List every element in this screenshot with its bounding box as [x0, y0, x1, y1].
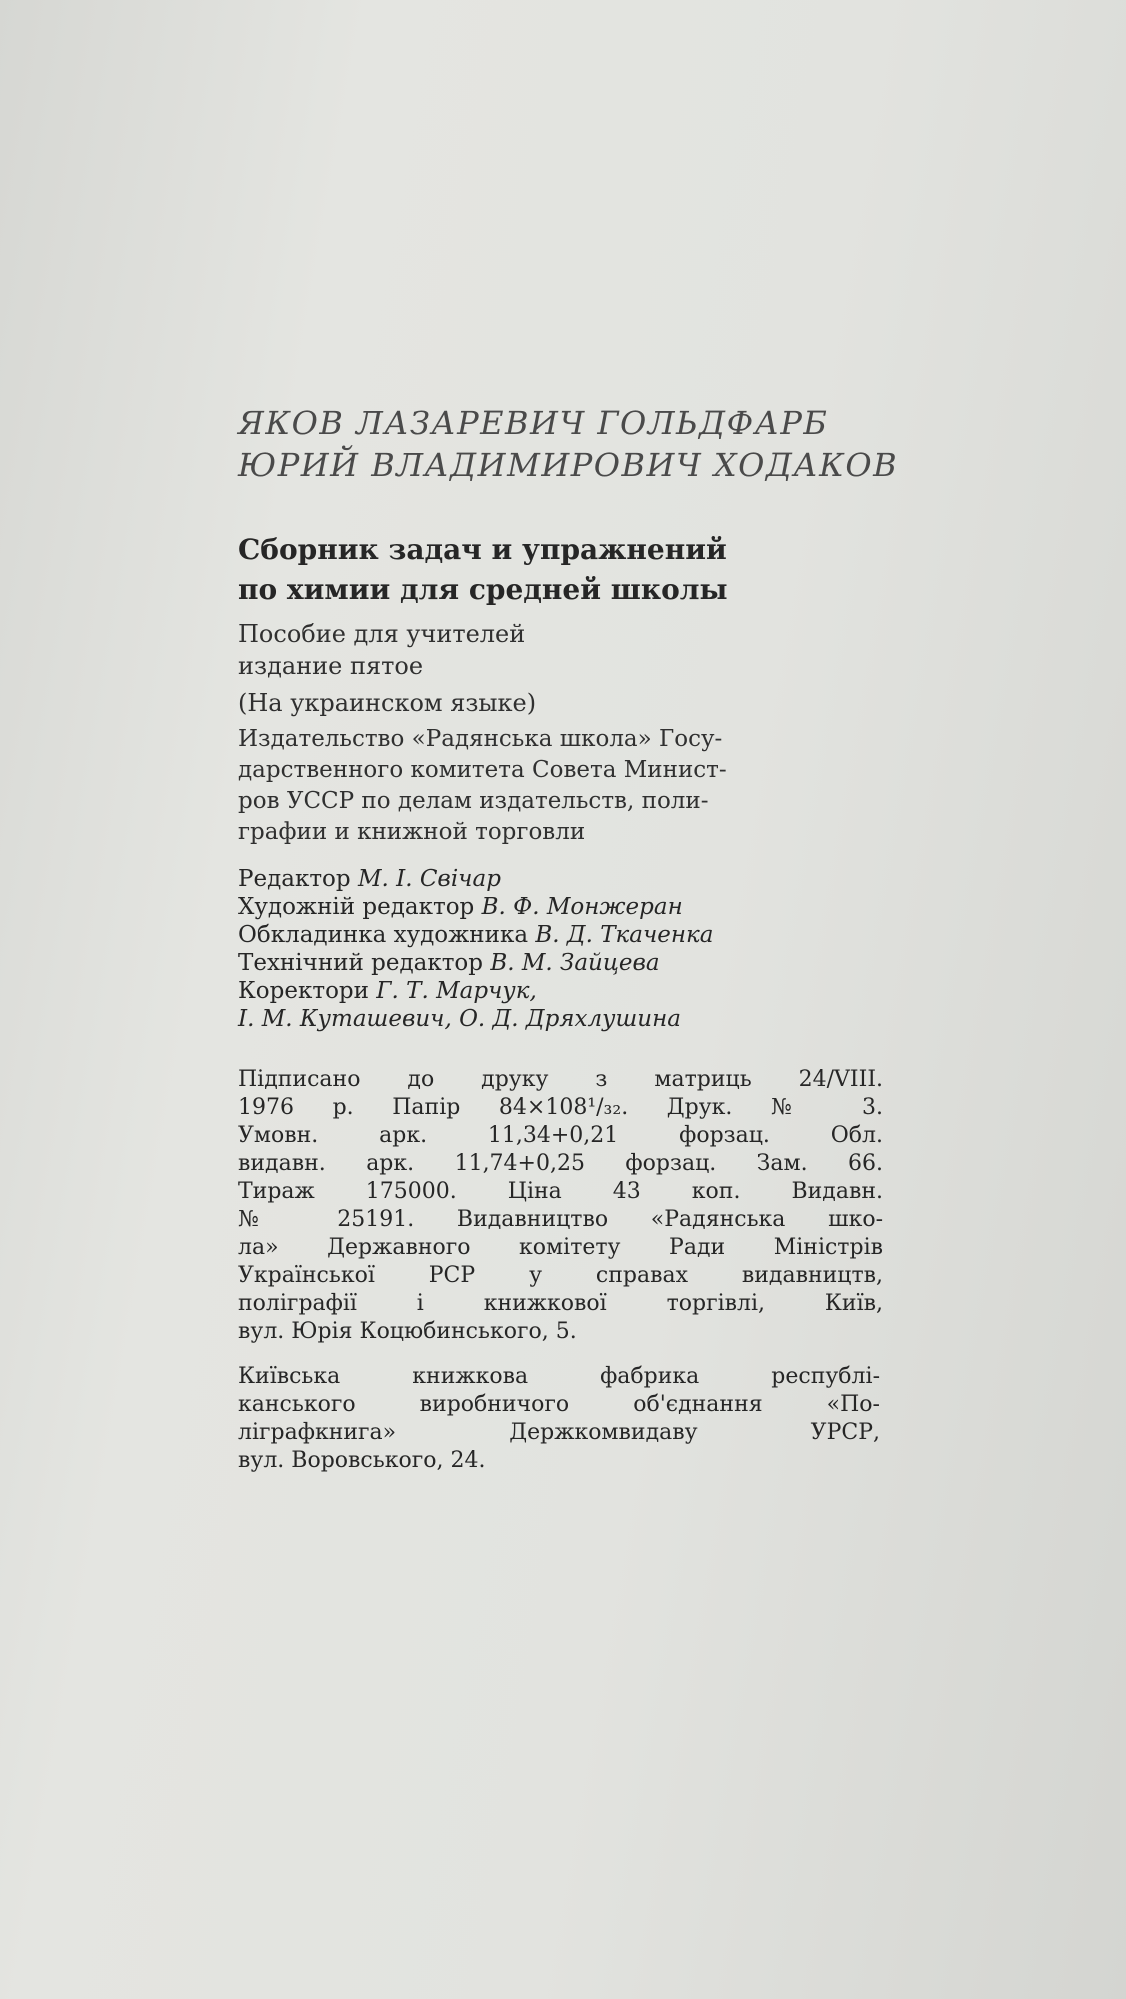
- printer-line: Київська книжкова фабрика республі-: [238, 1364, 880, 1389]
- author-line: ЮРИЙ ВЛАДИМИРОВИЧ ХОДАКОВ: [238, 446, 899, 484]
- editorial-credits: [238, 865, 878, 1033]
- credit-role: Технічний редактор: [238, 950, 491, 976]
- publisher-line: Издательство «Радянська школа» Госу-: [238, 726, 723, 752]
- title-line: Сборник задач и упражнений: [238, 533, 727, 566]
- subtitle-line: издание пятое: [238, 652, 424, 680]
- publisher-line: дарственного комитета Совета Минист-: [238, 757, 727, 783]
- publisher-line: ров УССР по делам издательств, поли-: [238, 788, 709, 814]
- credit-role: Коректори: [238, 978, 377, 1004]
- credit-role: Редактор: [238, 866, 358, 892]
- book-subtitle: [238, 618, 878, 682]
- credit-role: Обкладинка художника: [238, 922, 536, 948]
- credit-line: [238, 949, 878, 977]
- imprint-line: Підписано до друку з матриць 24/VIII.: [238, 1067, 883, 1092]
- imprint-line: ла» Державного комітету Ради Міністрів: [238, 1235, 883, 1260]
- title-line: по химии для средней школы: [238, 573, 728, 606]
- printer-info: [238, 1363, 880, 1475]
- publisher-info: [238, 724, 918, 848]
- credit-name: В. Д. Ткаченка: [535, 922, 714, 948]
- credit-role: Художній редактор: [238, 894, 482, 920]
- imprint-line: № 25191. Видавництво «Радянська шко-: [238, 1207, 883, 1232]
- credit-name: І. М. Куташевич, О. Д. Дряхлушина: [238, 1006, 681, 1032]
- imprint-line: 1976 р. Папір 84×108¹/₃₂. Друк. № 3.: [238, 1095, 883, 1120]
- credit-line: [238, 977, 878, 1005]
- credit-line: [238, 865, 878, 893]
- language-note-text: (На украинском языке): [238, 689, 537, 717]
- imprint-line: Тираж 175000. Ціна 43 коп. Видавн.: [238, 1179, 883, 1204]
- credit-name: Г. Т. Марчук,: [376, 978, 537, 1004]
- language-note: [238, 687, 878, 719]
- printer-line: ліграфкнига» Держкомвидаву УРСР,: [238, 1420, 880, 1445]
- credit-name: В. Ф. Монжеран: [481, 894, 683, 920]
- authors: [238, 402, 899, 486]
- credit-line: [238, 893, 878, 921]
- book-title: [238, 530, 878, 610]
- credit-name: В. М. Зайцева: [490, 950, 660, 976]
- imprint-line: видавн. арк. 11,74+0,25 форзац. Зам. 66.: [238, 1151, 883, 1176]
- publisher-line: графии и книжной торговли: [238, 819, 586, 845]
- imprint-line: поліграфії і книжкової торгівлі, Київ,: [238, 1291, 883, 1316]
- credit-line: [238, 1005, 878, 1033]
- imprint-line: вул. Юрія Коцюбинського, 5.: [238, 1319, 577, 1344]
- imprint-line: Умовн. арк. 11,34+0,21 форзац. Обл.: [238, 1123, 883, 1148]
- printer-line: канського виробничого об'єднання «По-: [238, 1392, 880, 1417]
- author-line: ЯКОВ ЛАЗАРЕВИЧ ГОЛЬДФАРБ: [238, 404, 829, 442]
- printer-line: вул. Воровського, 24.: [238, 1448, 486, 1473]
- imprint-line: Української РСР у справах видавництв,: [238, 1263, 883, 1288]
- credit-name: М. І. Свічар: [357, 866, 501, 892]
- print-imprint: [238, 1066, 883, 1346]
- subtitle-line: Пособие для учителей: [238, 620, 526, 648]
- credit-line: [238, 921, 878, 949]
